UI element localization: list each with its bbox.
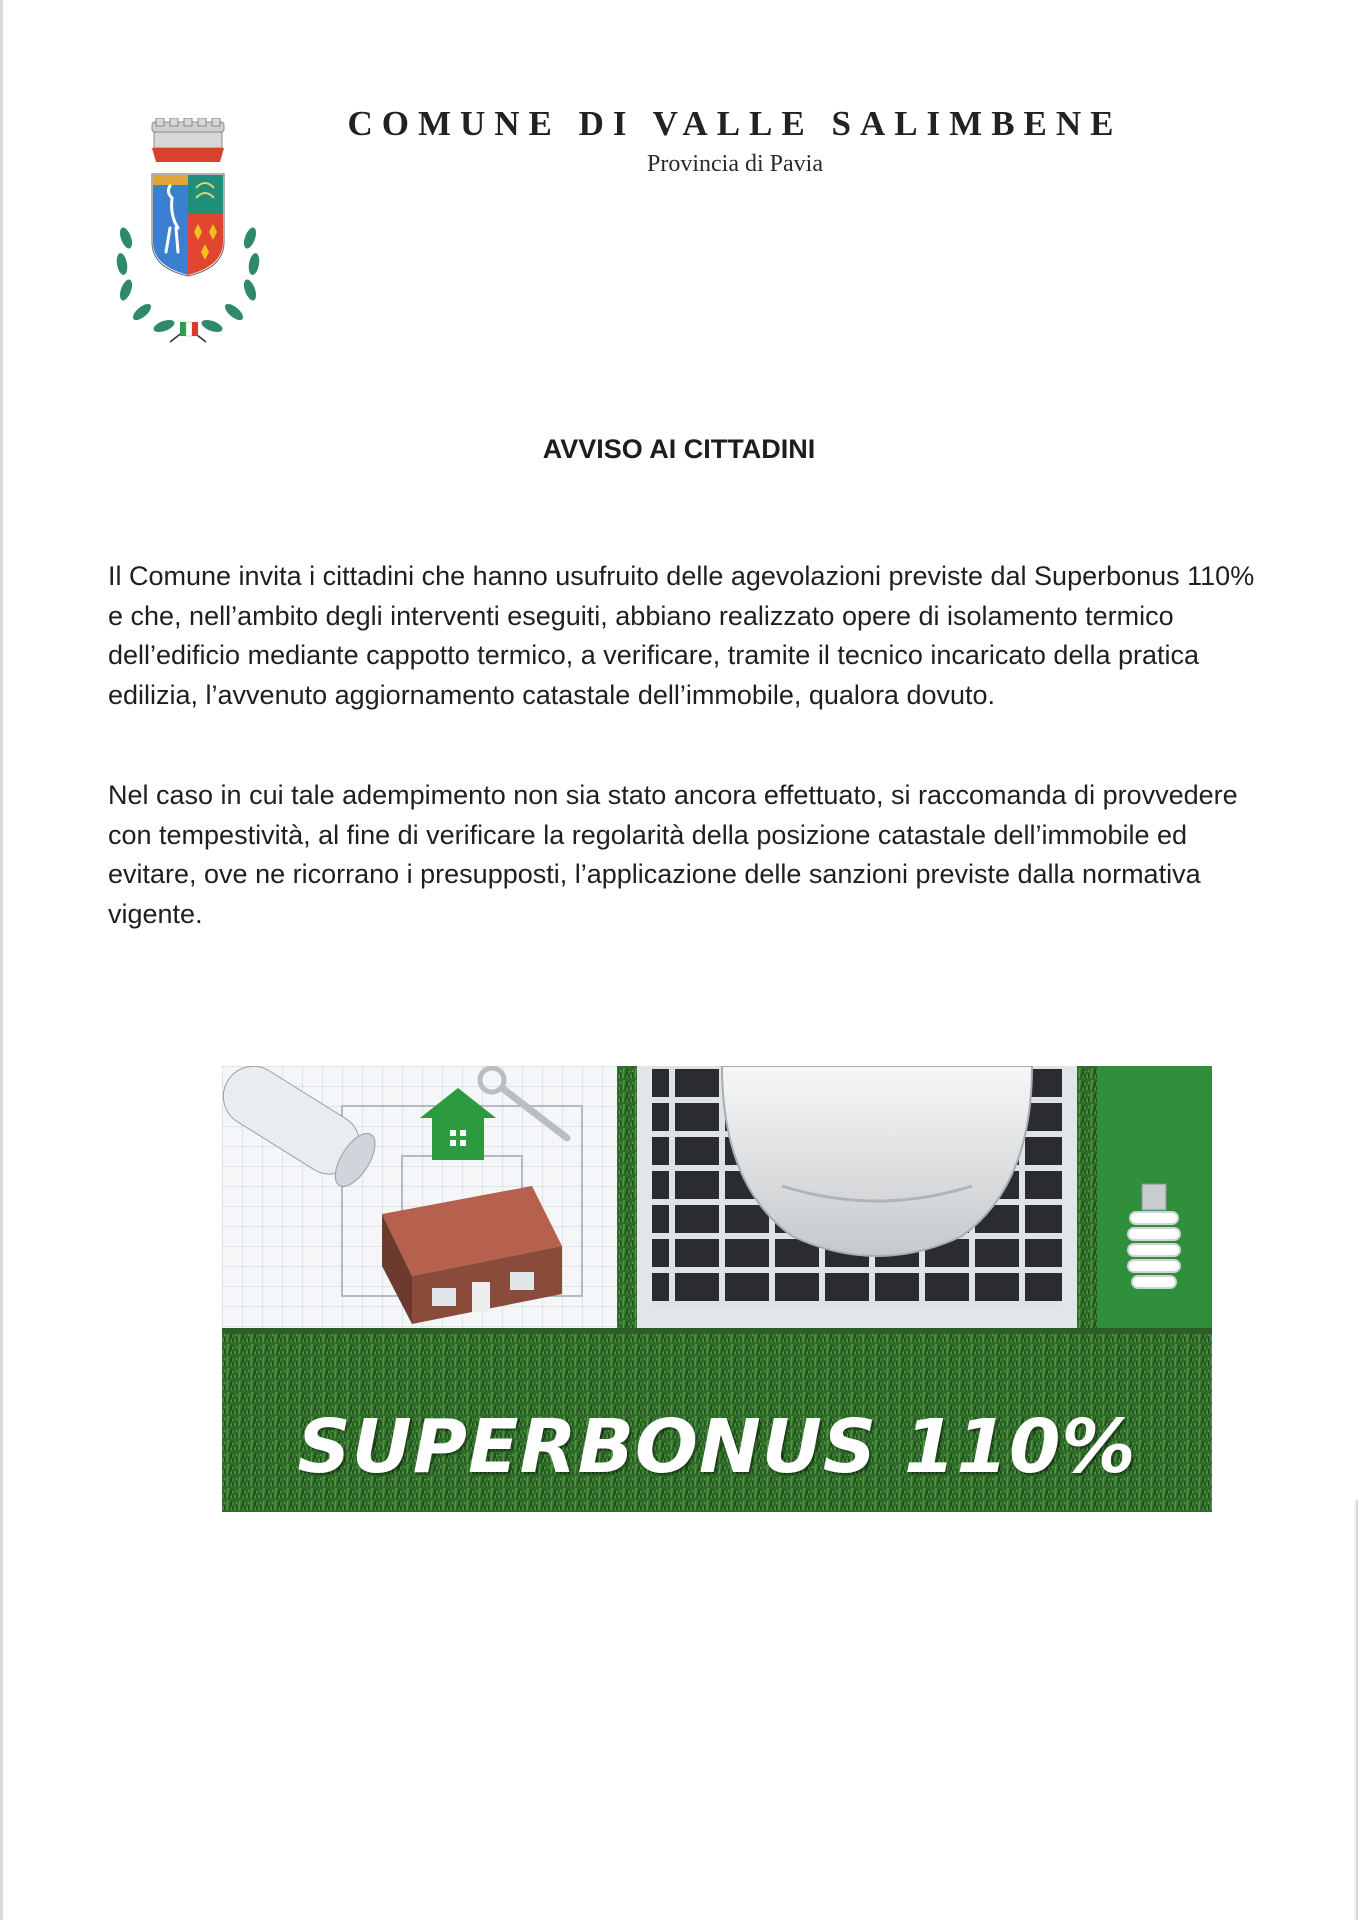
coat-of-arms-icon	[112, 118, 264, 348]
banner-title: SUPERBONUS 110%	[297, 1404, 1137, 1490]
superbonus-banner-image	[222, 1066, 1212, 1512]
notice-paragraph-2	[108, 776, 1258, 934]
notice-paragraph-1	[108, 557, 1258, 715]
notice-title: AVVISO AI CITTADINI	[542, 434, 816, 464]
province-name: Provincia di Pavia	[647, 151, 823, 177]
scan-shadow	[1354, 1500, 1358, 1920]
scan-edge	[0, 0, 3, 1920]
paragraph-text: Il Comune invita i cittadini che hanno usufruito delle agevolazioni previste dal Superbonus 110% e che, nell’ambito degli interventi eseguiti, abbiano realizzato opere di isolamento termico dell’edificio mediante cappotto termico, a verificare, tramite il tecnico incaricato della pratica edilizia, l’avvenuto aggiornamento catastale dell’immobile, qualora dovuto.	[108, 561, 1255, 710]
paragraph-text: Nel caso in cui tale adempimento non sia stato ancora effettuato, si raccomanda di provvedere con tempestività, al fine di verificare la regolarità della posizione catastale dell’immobile ed evitare, ove ne ricorrano i presupposti, l’applicazione delle sanzioni previste dalla normativa vigente.	[108, 780, 1238, 929]
municipality-name: COMUNE DI VALLE SALIMBENE	[347, 104, 1123, 143]
